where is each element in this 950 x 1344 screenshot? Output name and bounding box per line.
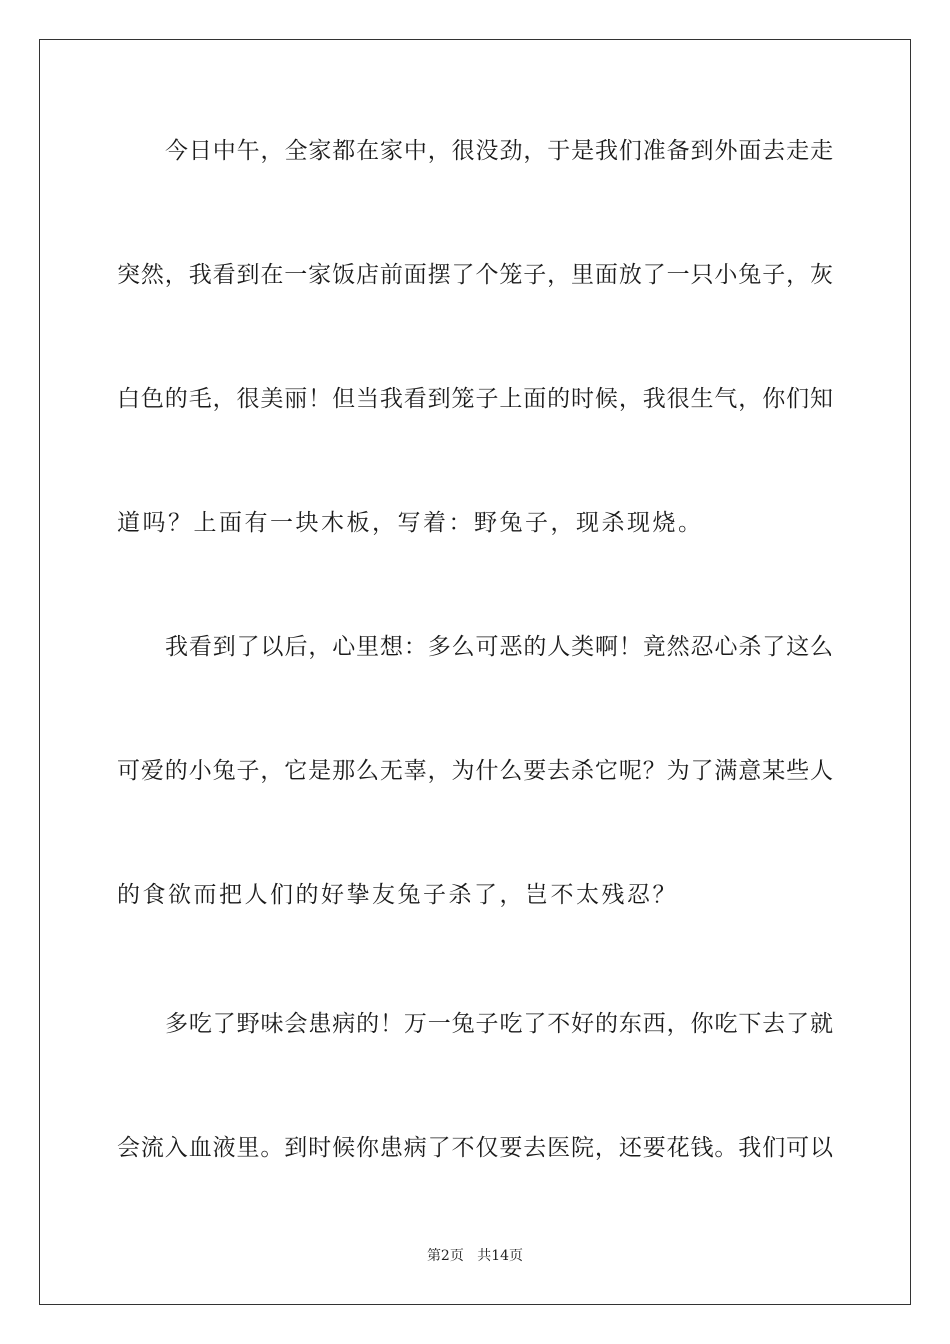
- text-line-3: 白色的毛，很美丽！但当我看到笼子上面的时候，我很生气，你们知: [117, 386, 833, 412]
- text-line-5: 我看到了以后，心里想：多么可恶的人类啊！竟然忍心杀了这么: [165, 634, 833, 660]
- text-line-4: 道吗？上面有一块木板，写着：野兔子，现杀现烧。: [117, 510, 704, 536]
- text-line-1: 今日中午，全家都在家中，很没劲，于是我们准备到外面去走走: [165, 138, 833, 164]
- page-footer: [0, 1247, 950, 1265]
- text-line-6: 可爱的小兔子，它是那么无辜，为什么要去杀它呢？为了满意某些人: [117, 758, 833, 784]
- page-number: 第2页: [426, 1248, 464, 1264]
- page-border: [39, 39, 911, 1305]
- text-line-8: 多吃了野味会患病的！万一兔子吃了不好的东西，你吃下去了就: [165, 1011, 833, 1037]
- text-line-9: 会流入血液里。到时候你患病了不仅要去医院，还要花钱。我们可以: [117, 1135, 833, 1161]
- page-total: 共14页: [477, 1248, 524, 1264]
- text-line-2: 突然，我看到在一家饭店前面摆了个笼子，里面放了一只小兔子，灰: [117, 262, 833, 288]
- text-line-7: 的食欲而把人们的好挚友兔子杀了，岂不太残忍？: [117, 882, 678, 908]
